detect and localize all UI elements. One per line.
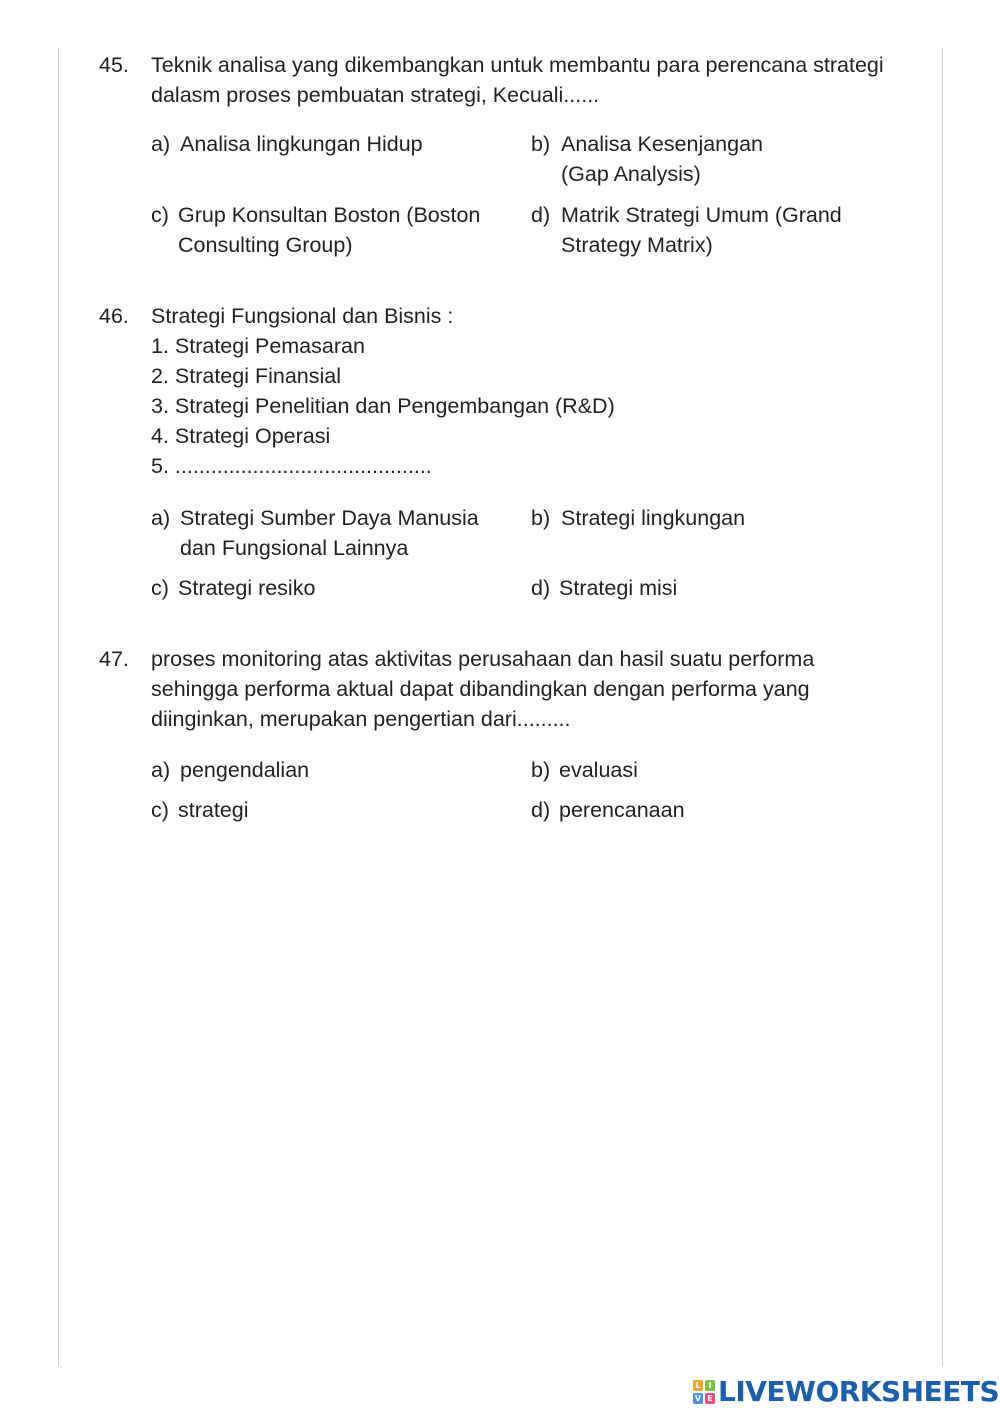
- question-number: 47.: [99, 647, 129, 671]
- option-text: Consulting Group): [178, 233, 353, 257]
- liveworksheets-logo: [693, 1375, 999, 1409]
- option-text: Strategi Sumber Daya Manusia: [180, 506, 479, 530]
- option-text: Analisa Kesenjangan: [561, 132, 764, 156]
- question-text-line: proses monitoring atas aktivitas perusahaan dan hasil suatu performa: [151, 647, 815, 671]
- option-text: (Gap Analysis): [561, 162, 701, 186]
- option-letter: d): [531, 798, 551, 822]
- option-text: pengendalian: [180, 758, 310, 782]
- option-letter: c): [151, 576, 169, 600]
- option-letter: b): [531, 132, 551, 156]
- liveworksheets-icon: [693, 1380, 715, 1404]
- question-text-line: sehingga performa aktual dapat dibandingkan dengan performa yang: [151, 677, 810, 701]
- option-text: strategi: [178, 798, 249, 822]
- option-letter: b): [531, 758, 551, 782]
- option-text: perencanaan: [559, 798, 685, 822]
- list-item: 3. Strategi Penelitian dan Pengembangan (R&D): [151, 394, 615, 418]
- list-item: 2. Strategi Finansial: [151, 364, 342, 388]
- option-text: Strategi resiko: [178, 576, 316, 600]
- question-text-line: Strategi Fungsional dan Bisnis :: [151, 304, 454, 328]
- option-letter: c): [151, 203, 169, 227]
- list-item-blank: 5. ...........................................: [151, 454, 432, 478]
- option-letter: d): [531, 203, 551, 227]
- list-item: 4. Strategi Operasi: [151, 424, 331, 448]
- question-number: 46.: [99, 304, 129, 328]
- logo-cell: V: [694, 1394, 702, 1403]
- logo-text: LIVEWORKSHEETS: [718, 1375, 1000, 1408]
- option-letter: a): [151, 132, 171, 156]
- option-letter: a): [151, 506, 171, 530]
- logo-cell: I: [705, 1380, 715, 1391]
- option-letter: b): [531, 506, 551, 530]
- question-text: [151, 644, 911, 734]
- option-text: Strategi misi: [559, 576, 678, 600]
- option-text: Analisa lingkungan Hidup: [180, 132, 423, 156]
- option-text: Matrik Strategi Umum (Grand: [561, 203, 842, 227]
- question-number: 45.: [99, 53, 129, 77]
- option-letter: a): [151, 758, 171, 782]
- question-text: [151, 301, 911, 481]
- logo-cell: E: [705, 1393, 715, 1404]
- question-text-line: diinginkan, merupakan pengertian dari.........: [151, 707, 571, 731]
- option-text: dan Fungsional Lainnya: [180, 536, 409, 560]
- option-text: Strategy Matrix): [561, 233, 713, 257]
- question-text: [151, 50, 911, 110]
- right-margin-line: [942, 48, 943, 1366]
- option-text: evaluasi: [559, 758, 638, 782]
- list-item: 1. Strategi Pemasaran: [151, 334, 365, 358]
- option-text: Strategi lingkungan: [561, 506, 746, 530]
- logo-cell: L: [693, 1380, 703, 1391]
- option-letter: c): [151, 798, 169, 822]
- option-letter: d): [531, 576, 551, 600]
- option-text: Grup Konsultan Boston (Boston: [178, 203, 481, 227]
- left-margin-line: [58, 48, 59, 1366]
- question-text-line: dalasm proses pembuatan strategi, Kecuali......: [151, 83, 600, 107]
- question-text-line: Teknik analisa yang dikembangkan untuk membantu para perencana strategi: [151, 53, 884, 77]
